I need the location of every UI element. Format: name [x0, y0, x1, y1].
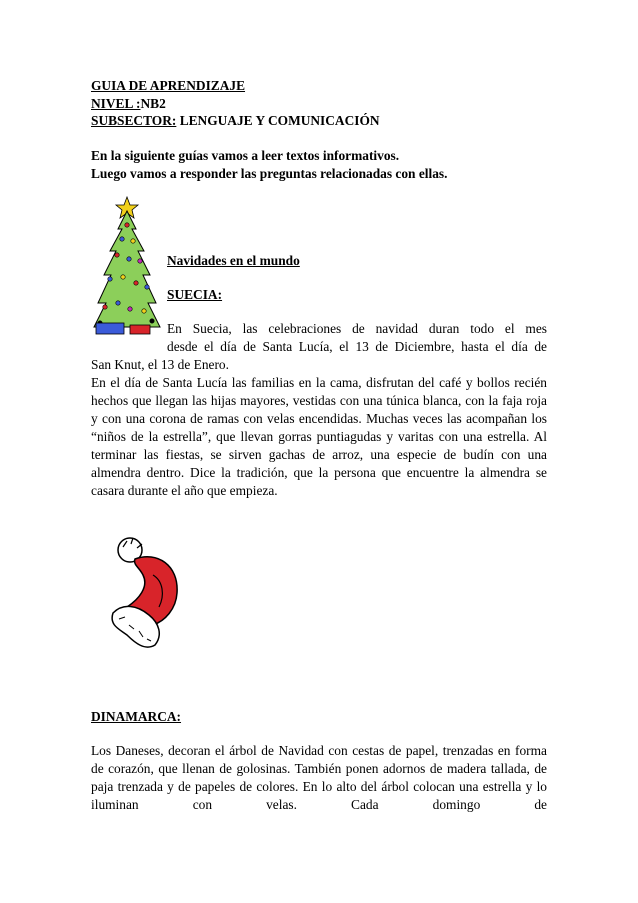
guide-header [91, 77, 547, 130]
intro-line-2: Luego vamos a responder las preguntas relacionadas con ellas. [91, 165, 448, 181]
gift-box-icon [96, 323, 124, 334]
intro-text [91, 147, 547, 182]
denmark-heading: DINAMARCA: [91, 709, 182, 724]
intro-line-1: En la siguiente guías vamos a leer textos informativos. [91, 148, 400, 163]
sweden-heading: SUECIA: [167, 287, 223, 302]
sweden-full-line: San Knut, el 13 de Enero. [91, 357, 229, 372]
sweden-line-2: desde el día de Santa Lucía, el 13 de Diciembre, hasta el día de [167, 339, 547, 354]
denmark-body: Los Daneses, decoran el árbol de Navidad con cestas de papel, trenzadas en forma de corazón, que llenan de golosinas. También ponen adornos de madera tallada, de paja trenzada y de papeles de colores. En lo alto del árbol colocan una estrella y lo iluminan con velas. Cada domingo de [91, 743, 547, 812]
level-label: NIVEL : [91, 95, 141, 111]
christmas-tree-image [92, 195, 162, 337]
subsector-line [91, 112, 547, 130]
sweden-heading-block [167, 286, 547, 304]
level-value: NB2 [140, 95, 166, 111]
sweden-line-1: En Suecia, las celebraciones de navidad duran todo el mes [167, 321, 547, 336]
level-line [91, 95, 547, 113]
santa-hat-image [105, 535, 185, 655]
sweden-body: En el día de Santa Lucía las familias en la cama, disfrutan del café y bollos recién hechos que llegan las hijas mayores, vestidas con una túnica blanca, con la faja roja y con una corona de ramas con velas encendidas. Muchas veces las acompañan los “niños de la estrella”, que llevan gorras puntiagudas y varitas con una estrella. Al terminar las fiestas, se sirven gachas de arroz, una especie de budín con una almendra dentro. Dice la tradición, que la persona que encuentre la almendra se casara durante el año que empieza. [91, 375, 547, 498]
subsector-value: LENGUAJE Y COMUNICACIÓN [176, 113, 380, 128]
subsector-label: SUBSECTOR: [91, 113, 177, 128]
article-title: Navidades en el mundo [167, 253, 300, 268]
denmark-heading-block [91, 708, 547, 726]
tree-body [94, 211, 160, 327]
guide-title: GUIA DE APRENDIZAJE [91, 78, 246, 93]
sweden-paragraph [91, 356, 547, 500]
sweden-wrap-text [167, 320, 547, 356]
article-title-block [167, 252, 547, 270]
denmark-paragraph [91, 742, 547, 814]
